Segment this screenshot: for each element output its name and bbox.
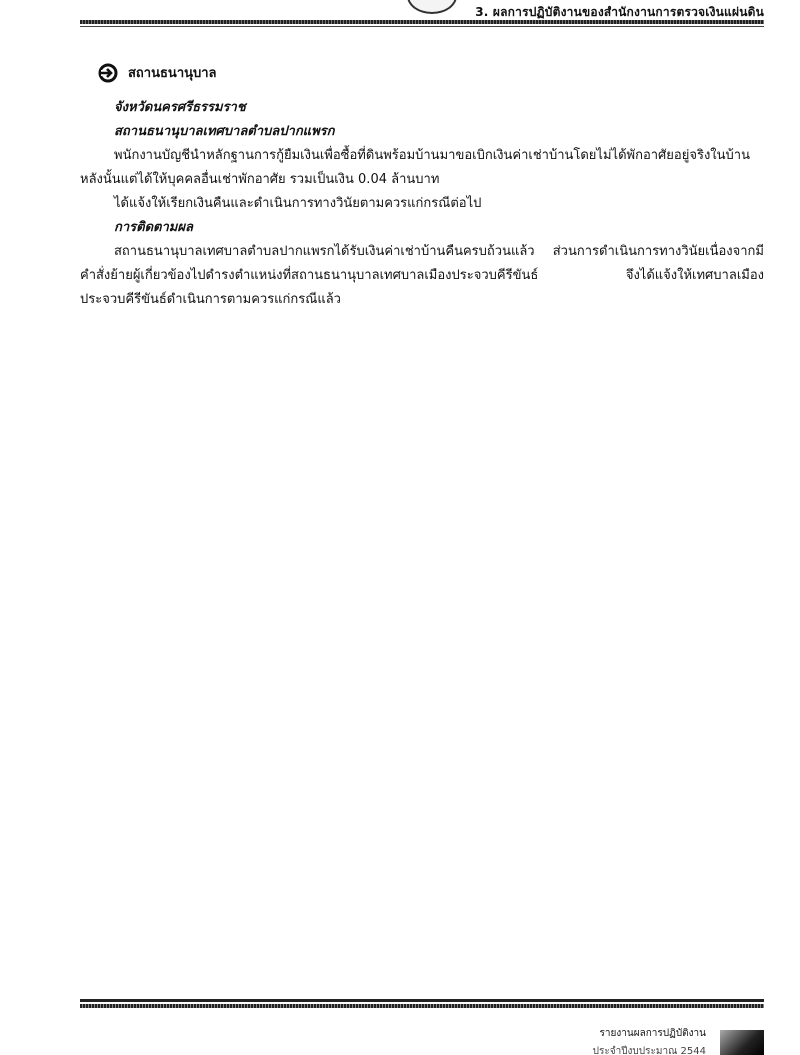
section-title: สถานธนานุบาล bbox=[128, 66, 217, 81]
header-rule bbox=[80, 20, 764, 24]
finding-paragraph: พนักงานบัญชีนำหลักฐานการกู้ยืมเงินเพื่อซื้อที่ดินพร้อมบ้านมาขอเบิกเงินค่าเช่าบ้านโดยไม่ได้พักอาศัยอยู่จริงในบ้านหลังนั้นแต่ได้ให้บุคคลอื่นเช่าพักอาศัย รวมเป็นเงิน 0.04 ล้านบาท bbox=[80, 148, 750, 187]
footer-rule bbox=[80, 999, 764, 1002]
unit-heading: สถานธนานุบาลเทศบาลตำบลปากแพรก bbox=[114, 124, 335, 139]
logo-seal bbox=[407, 0, 457, 14]
circle-arrow-right-icon bbox=[98, 63, 118, 83]
action-paragraph: ได้แจ้งให้เรียกเงินคืนและดำเนินการทางวินัยตามควรแก่กรณีต่อไป bbox=[114, 196, 482, 211]
header-title: 3. ผลการปฏิบัติงานของสำนักงานการตรวจเงินแผ่นดิน bbox=[475, 5, 764, 19]
footer-rule-dotted bbox=[80, 1004, 764, 1008]
footer-partial-line: ประจำปีงบประมาณ 2544 bbox=[592, 1046, 706, 1055]
document-body bbox=[80, 96, 764, 312]
followup-paragraph: สถานธนานุบาลเทศบาลตำบลปากแพรกได้รับเงินค่าเช่าบ้านคืนครบถ้วนแล้ว ส่วนการดำเนินการทางวินัยเนื่องจากมีคำสั่งย้ายผู้เกี่ยวข้องไปดำรงตำแหน่งที่สถานธนานุบาลเทศบาลเมืองประจวบคีรีขันธ์ จึงได้แจ้งให้เทศบาลเมืองประจวบคีรีขันธ์ดำเนินการตามควรแก่กรณีแล้ว bbox=[80, 244, 764, 307]
header-rule-thin bbox=[80, 26, 764, 27]
followup-heading: การติดตามผล bbox=[114, 220, 193, 235]
province-heading: จังหวัดนครศรีธรรมราช bbox=[114, 100, 246, 115]
section-heading bbox=[98, 62, 217, 83]
footer-label: รายงานผลการปฏิบัติงาน bbox=[599, 1028, 706, 1039]
footer-corner-block bbox=[720, 1030, 764, 1055]
